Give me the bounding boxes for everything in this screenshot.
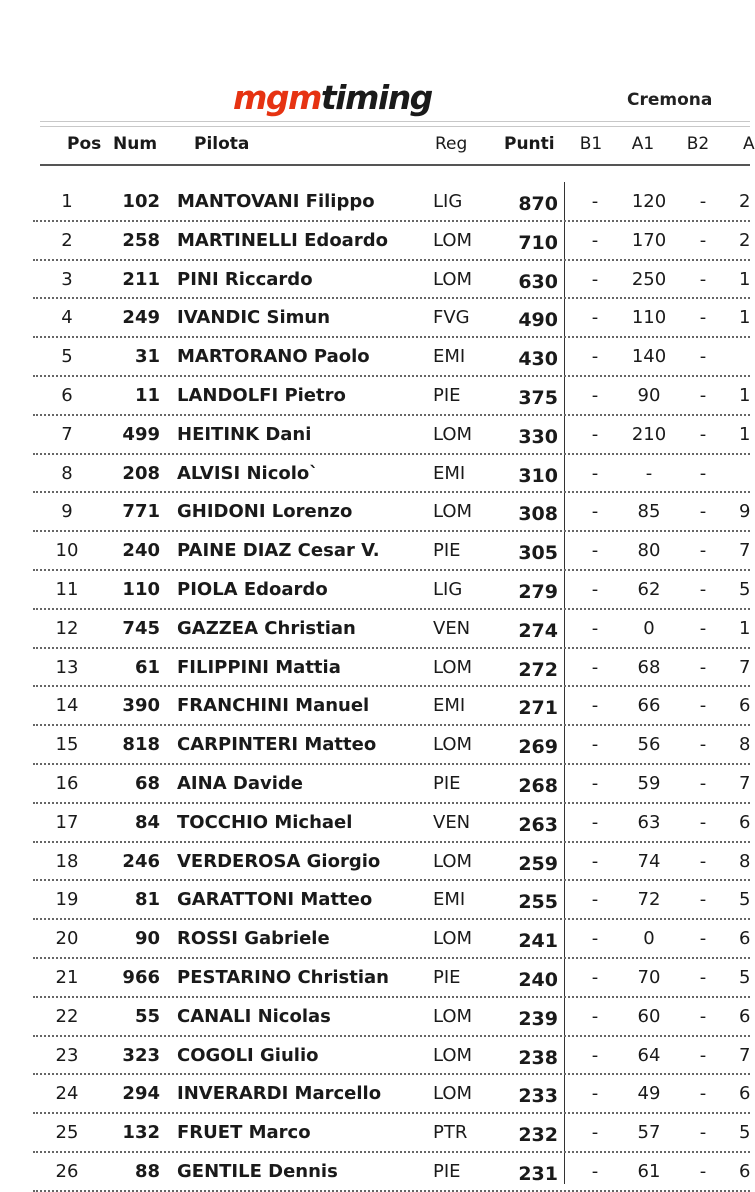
cell-position: 14: [55, 695, 79, 717]
cell-points: 269: [518, 736, 558, 759]
cell-a1-points: 80: [637, 540, 661, 562]
cell-position: 4: [61, 307, 73, 329]
cell-number: 818: [122, 734, 160, 756]
cell-b1-points: -: [591, 1005, 599, 1027]
table-row: [0, 261, 750, 300]
cell-position: 10: [55, 540, 79, 562]
cell-a1-points: 49: [637, 1083, 661, 1105]
cell-position: 16: [55, 772, 79, 794]
cell-region: EMI: [433, 695, 466, 717]
cell-b2-points: -: [699, 229, 707, 251]
cell-driver-name: INVERARDI Marcello: [177, 1083, 382, 1105]
cell-b1-points: -: [591, 811, 599, 833]
cell-region: PIE: [433, 772, 461, 794]
cell-region: LOM: [433, 1083, 473, 1105]
cell-a1-points: -: [645, 462, 653, 484]
cell-position: 13: [55, 656, 79, 678]
cell-region: EMI: [433, 889, 466, 911]
cell-b1-points: -: [591, 540, 599, 562]
cell-number: 249: [122, 307, 160, 329]
cell-driver-name: VERDEROSA Giorgio: [177, 850, 381, 872]
cell-a2-points: 7: [739, 1044, 751, 1066]
cell-points: 330: [518, 425, 558, 448]
cell-b1-points: -: [591, 462, 599, 484]
cell-a2-points: 6: [739, 811, 751, 833]
cell-points: 233: [518, 1085, 558, 1108]
cell-region: LIG: [433, 191, 463, 212]
cell-b2-points: -: [699, 423, 707, 445]
cell-points: 231: [518, 1162, 558, 1185]
cell-position: 8: [61, 462, 73, 484]
cell-driver-name: CARPINTERI Matteo: [177, 734, 377, 756]
cell-position: 7: [61, 423, 73, 445]
cell-region: FVG: [433, 307, 470, 329]
cell-position: 24: [55, 1083, 79, 1105]
cell-number: 771: [122, 501, 160, 523]
cell-b1-points: -: [591, 695, 599, 717]
table-row: [0, 416, 750, 455]
cell-a2-points: 1: [739, 384, 751, 406]
cell-number: 110: [122, 578, 160, 600]
cell-driver-name: PESTARINO Christian: [177, 966, 389, 988]
cell-region: LOM: [433, 850, 473, 872]
cell-region: PTR: [433, 1122, 468, 1144]
cell-points: 271: [518, 697, 558, 720]
cell-region: LOM: [433, 656, 473, 678]
cell-a1-points: 140: [631, 346, 667, 368]
cell-points: 274: [518, 619, 558, 642]
cell-number: 211: [122, 268, 160, 290]
cell-number: 55: [134, 1005, 160, 1027]
cell-a2-points: 6: [739, 1083, 751, 1105]
col-header-reg: Reg: [435, 134, 468, 154]
cell-driver-name: MARTINELLI Edoardo: [177, 229, 388, 251]
cell-driver-name: COGOLI Giulio: [177, 1044, 319, 1066]
cell-driver-name: FILIPPINI Mattia: [177, 656, 341, 678]
cell-number: 294: [122, 1083, 160, 1105]
cell-position: 3: [61, 268, 73, 290]
cell-driver-name: GHIDONI Lorenzo: [177, 501, 353, 523]
cell-b2-points: -: [699, 1044, 707, 1066]
cell-a1-points: 120: [631, 191, 667, 212]
table-row: [0, 299, 750, 338]
cell-b2-points: -: [699, 695, 707, 717]
cell-b2-points: -: [699, 734, 707, 756]
cell-b1-points: -: [591, 384, 599, 406]
cell-points: 308: [518, 503, 558, 526]
cell-b1-points: -: [591, 1160, 599, 1182]
cell-points: 310: [518, 464, 558, 487]
table-row: [0, 338, 750, 377]
cell-b1-points: -: [591, 191, 599, 212]
col-header-punti: Punti: [504, 134, 555, 154]
cell-region: PIE: [433, 384, 461, 406]
cell-region: PIE: [433, 966, 461, 988]
cell-a2-points: 5: [739, 966, 751, 988]
cell-number: 745: [122, 617, 160, 639]
cell-position: 26: [55, 1160, 79, 1182]
header-rule-bottom: [40, 164, 750, 166]
cell-a1-points: 57: [637, 1122, 661, 1144]
cell-driver-name: FRANCHINI Manuel: [177, 695, 370, 717]
cell-points: 305: [518, 542, 558, 565]
cell-number: 61: [134, 656, 160, 678]
table-row: [0, 998, 750, 1037]
cell-a2-points: 7: [739, 540, 751, 562]
cell-region: PIE: [433, 1160, 461, 1182]
cell-driver-name: GENTILE Dennis: [177, 1160, 338, 1182]
cell-a2-points: 9: [739, 501, 751, 523]
cell-region: LOM: [433, 1005, 473, 1027]
table-row: [0, 571, 750, 610]
cell-points: 375: [518, 386, 558, 409]
table-row: [0, 920, 750, 959]
cell-a2-points: 7: [739, 656, 751, 678]
cell-a1-points: 250: [631, 268, 667, 290]
cell-b2-points: -: [699, 850, 707, 872]
col-header-a1: A1: [631, 134, 655, 154]
table-row: [0, 881, 750, 920]
cell-driver-name: CANALI Nicolas: [177, 1005, 331, 1027]
cell-region: EMI: [433, 462, 466, 484]
cell-points: 630: [518, 270, 558, 293]
cell-b2-points: -: [699, 772, 707, 794]
cell-a1-points: 85: [637, 501, 661, 523]
table-row: [0, 765, 750, 804]
cell-position: 5: [61, 346, 73, 368]
cell-a1-points: 74: [637, 850, 661, 872]
cell-b1-points: -: [591, 889, 599, 911]
cell-b1-points: -: [591, 346, 599, 368]
header-rule-top-2: [40, 126, 750, 127]
cell-a1-points: 0: [643, 617, 655, 639]
cell-b1-points: -: [591, 229, 599, 251]
cell-position: 20: [55, 928, 79, 950]
cell-a2-points: 6: [739, 928, 751, 950]
cell-a2-points: 5: [739, 578, 751, 600]
cell-a2-points: 8: [739, 734, 751, 756]
cell-driver-name: MARTORANO Paolo: [177, 346, 370, 368]
cell-position: 11: [55, 578, 79, 600]
cell-driver-name: FRUET Marco: [177, 1122, 311, 1144]
cell-region: LOM: [433, 268, 473, 290]
cell-b2-points: -: [699, 268, 707, 290]
cell-points: 710: [518, 231, 558, 254]
standings-table: [0, 183, 750, 1192]
cell-region: VEN: [433, 617, 471, 639]
cell-a1-points: 110: [631, 307, 667, 329]
cell-region: LOM: [433, 1044, 473, 1066]
cell-b1-points: -: [591, 772, 599, 794]
logo-mgm: mgm: [233, 78, 321, 117]
cell-a1-points: 61: [637, 1160, 661, 1182]
cell-position: 25: [55, 1122, 79, 1144]
cell-position: 21: [55, 966, 79, 988]
cell-driver-name: PAINE DIAZ Cesar V.: [177, 540, 380, 562]
cell-region: VEN: [433, 811, 471, 833]
cell-b2-points: -: [699, 578, 707, 600]
cell-driver-name: ROSSI Gabriele: [177, 928, 330, 950]
cell-number: 390: [122, 695, 160, 717]
cell-b1-points: -: [591, 1122, 599, 1144]
cell-points: 272: [518, 658, 558, 681]
cell-points: 870: [518, 193, 558, 215]
table-row: [0, 804, 750, 843]
cell-b2-points: -: [699, 346, 707, 368]
cell-b2-points: -: [699, 1122, 707, 1144]
cell-driver-name: GARATTONI Matteo: [177, 889, 373, 911]
cell-position: 1: [61, 191, 73, 212]
table-row: [0, 222, 750, 261]
logo-timing: timing: [320, 78, 432, 117]
cell-position: 6: [61, 384, 73, 406]
cell-b1-points: -: [591, 307, 599, 329]
table-row: [0, 649, 750, 688]
col-header-b2: B2: [686, 134, 710, 154]
cell-b2-points: -: [699, 1005, 707, 1027]
cell-b2-points: -: [699, 1083, 707, 1105]
cell-region: LOM: [433, 229, 473, 251]
cell-a2-points: 6: [739, 1005, 751, 1027]
col-header-a2: A: [743, 134, 755, 154]
cell-number: 240: [122, 540, 160, 562]
cell-number: 208: [122, 462, 160, 484]
mgmtiming-logo: [233, 78, 432, 118]
cell-a1-points: 170: [631, 229, 667, 251]
cell-points: 240: [518, 968, 558, 991]
cell-a2-points: 1: [739, 268, 751, 290]
table-row: [0, 493, 750, 532]
table-row: [0, 959, 750, 998]
cell-b1-points: -: [591, 423, 599, 445]
cell-b2-points: -: [699, 384, 707, 406]
table-row: [0, 1114, 750, 1153]
cell-number: 88: [134, 1160, 160, 1182]
cell-a2-points: 1: [739, 423, 751, 445]
cell-a2-points: 7: [739, 772, 751, 794]
cell-b2-points: -: [699, 966, 707, 988]
cell-driver-name: MANTOVANI Filippo: [177, 191, 375, 212]
cell-b1-points: -: [591, 1083, 599, 1105]
cell-a2-points: 2: [739, 191, 751, 212]
cell-b1-points: -: [591, 850, 599, 872]
cell-region: LIG: [433, 578, 463, 600]
table-row: [0, 377, 750, 416]
cell-number: 11: [134, 384, 160, 406]
cell-points: 255: [518, 891, 558, 914]
cell-a1-points: 0: [643, 928, 655, 950]
cell-a1-points: 210: [631, 423, 667, 445]
cell-points: 259: [518, 852, 558, 875]
cell-points: 268: [518, 774, 558, 797]
cell-region: LOM: [433, 734, 473, 756]
cell-b2-points: -: [699, 1160, 707, 1182]
cell-a1-points: 66: [637, 695, 661, 717]
col-header-num: Num: [113, 134, 158, 154]
cell-region: EMI: [433, 346, 466, 368]
cell-a2-points: 6: [739, 695, 751, 717]
cell-a1-points: 56: [637, 734, 661, 756]
cell-position: 19: [55, 889, 79, 911]
cell-b2-points: -: [699, 617, 707, 639]
cell-points: 279: [518, 580, 558, 603]
col-header-pilota: Pilota: [194, 134, 250, 154]
cell-b1-points: -: [591, 578, 599, 600]
cell-position: 2: [61, 229, 73, 251]
cell-driver-name: PINI Riccardo: [177, 268, 313, 290]
cell-b1-points: -: [591, 1044, 599, 1066]
cell-b2-points: -: [699, 889, 707, 911]
cell-driver-name: ALVISI Nicolo`: [177, 462, 319, 484]
cell-points: 490: [518, 309, 558, 332]
cell-b1-points: -: [591, 617, 599, 639]
cell-driver-name: PIOLA Edoardo: [177, 578, 328, 600]
cell-b1-points: -: [591, 268, 599, 290]
cell-number: 323: [122, 1044, 160, 1066]
cell-a2-points: 6: [739, 1160, 751, 1182]
cell-b2-points: -: [699, 501, 707, 523]
table-row: [0, 455, 750, 494]
cell-region: LOM: [433, 423, 473, 445]
cell-a1-points: 72: [637, 889, 661, 911]
cell-driver-name: LANDOLFI Pietro: [177, 384, 346, 406]
cell-driver-name: HEITINK Dani: [177, 423, 312, 445]
table-row: [0, 1075, 750, 1114]
cell-b2-points: -: [699, 656, 707, 678]
cell-driver-name: GAZZEA Christian: [177, 617, 356, 639]
table-row: [0, 183, 750, 222]
cell-b1-points: -: [591, 928, 599, 950]
cell-number: 68: [134, 772, 160, 794]
cell-b1-points: -: [591, 734, 599, 756]
cell-a1-points: 64: [637, 1044, 661, 1066]
cell-b1-points: -: [591, 501, 599, 523]
cell-position: 23: [55, 1044, 79, 1066]
cell-points: 241: [518, 930, 558, 953]
cell-a2-points: 8: [739, 850, 751, 872]
table-row: [0, 610, 750, 649]
cell-position: 17: [55, 811, 79, 833]
cell-b1-points: -: [591, 656, 599, 678]
cell-number: 90: [134, 928, 160, 950]
cell-a1-points: 62: [637, 578, 661, 600]
cell-number: 966: [122, 966, 160, 988]
cell-points: 263: [518, 813, 558, 836]
cell-a2-points: 2: [739, 229, 751, 251]
cell-number: 499: [122, 423, 160, 445]
cell-a1-points: 70: [637, 966, 661, 988]
cell-a1-points: 68: [637, 656, 661, 678]
cell-b1-points: -: [591, 966, 599, 988]
cell-position: 12: [55, 617, 79, 639]
cell-region: LOM: [433, 501, 473, 523]
col-header-pos: Pos: [67, 134, 102, 154]
cell-region: PIE: [433, 540, 461, 562]
cell-number: 31: [134, 346, 160, 368]
table-row: [0, 1037, 750, 1076]
cell-a1-points: 59: [637, 772, 661, 794]
cell-driver-name: TOCCHIO Michael: [177, 811, 353, 833]
cell-number: 102: [122, 191, 160, 212]
cell-position: 15: [55, 734, 79, 756]
cell-number: 81: [134, 889, 160, 911]
cell-driver-name: IVANDIC Simun: [177, 307, 331, 329]
event-name: Cremona: [627, 90, 713, 110]
cell-b2-points: -: [699, 307, 707, 329]
cell-points: 430: [518, 348, 558, 371]
cell-a1-points: 60: [637, 1005, 661, 1027]
cell-region: LOM: [433, 928, 473, 950]
cell-number: 84: [134, 811, 160, 833]
table-row: [0, 1153, 750, 1192]
cell-a2-points: 5: [739, 889, 751, 911]
cell-b2-points: -: [699, 928, 707, 950]
col-header-b1: B1: [579, 134, 603, 154]
table-row: [0, 726, 750, 765]
cell-points: 239: [518, 1007, 558, 1030]
cell-a1-points: 63: [637, 811, 661, 833]
cell-a2-points: 5: [739, 1122, 751, 1144]
cell-driver-name: AINA Davide: [177, 772, 303, 794]
table-row: [0, 532, 750, 571]
cell-number: 246: [122, 850, 160, 872]
header-rule-top: [40, 121, 750, 122]
cell-b2-points: -: [699, 811, 707, 833]
cell-position: 9: [61, 501, 73, 523]
cell-b2-points: -: [699, 191, 707, 212]
cell-a2-points: 1: [739, 307, 751, 329]
cell-number: 258: [122, 229, 160, 251]
cell-number: 132: [122, 1122, 160, 1144]
cell-b2-points: -: [699, 540, 707, 562]
cell-position: 22: [55, 1005, 79, 1027]
cell-a2-points: 1: [739, 617, 751, 639]
cell-points: 232: [518, 1124, 558, 1147]
cell-b2-points: -: [699, 462, 707, 484]
cell-points: 238: [518, 1046, 558, 1069]
cell-a1-points: 90: [637, 384, 661, 406]
cell-position: 18: [55, 850, 79, 872]
table-row: [0, 843, 750, 882]
table-row: [0, 687, 750, 726]
